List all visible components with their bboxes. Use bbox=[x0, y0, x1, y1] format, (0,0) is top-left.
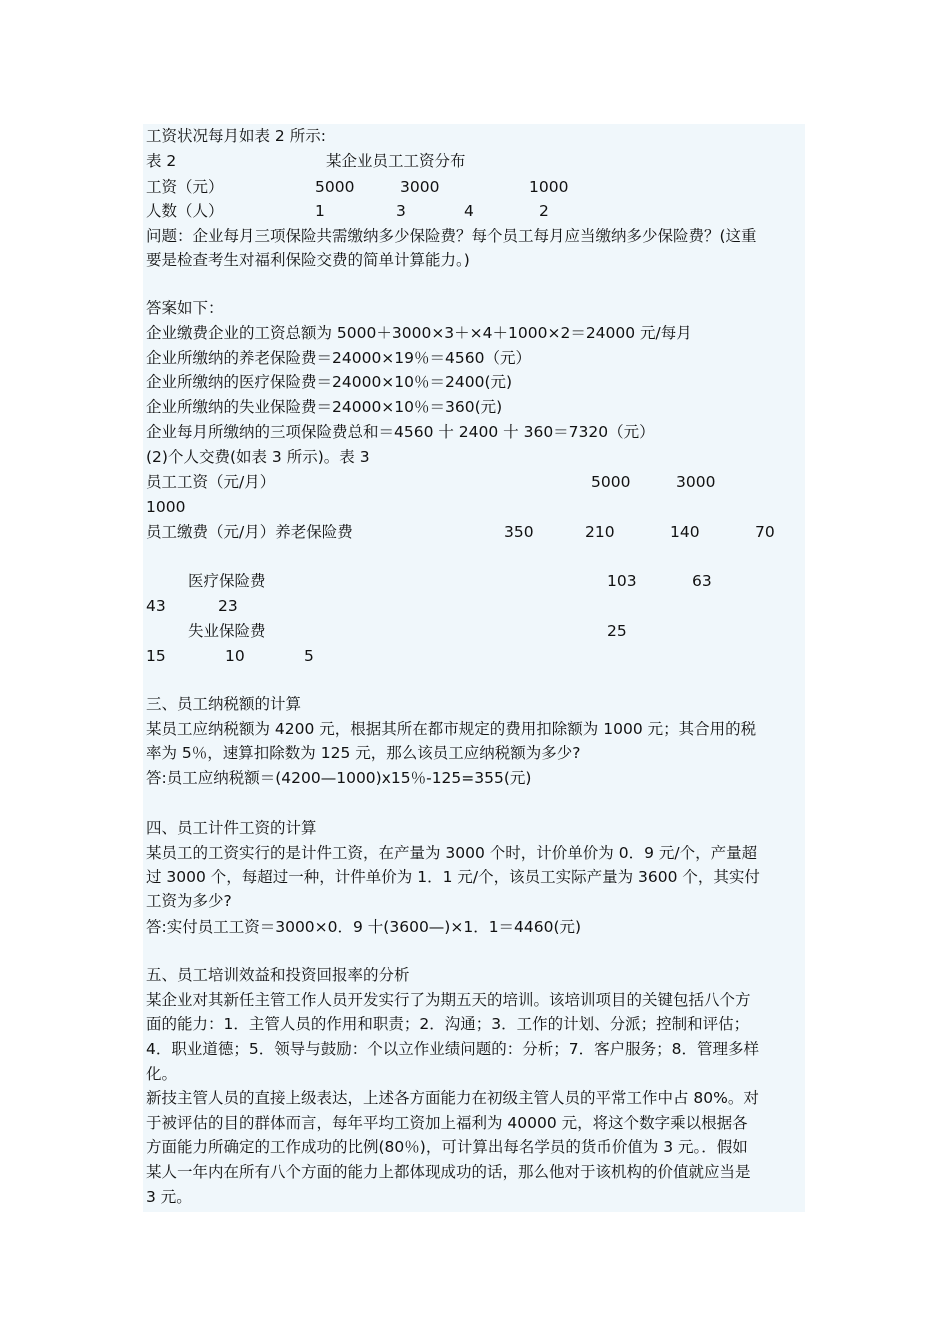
section3-line: 答:员工应纳税额＝(4200—1000)x15％-125=355(元) bbox=[146, 769, 532, 787]
section5-line: 于被评估的目的群体而言，每年平均工资加上福利为 40000 元，将这个数字乘以根据各 bbox=[146, 1114, 748, 1132]
table3-wage-cell: 5000 bbox=[591, 473, 631, 491]
answer-heading: 答案如下： bbox=[146, 299, 224, 317]
section5-line: 化。 bbox=[146, 1065, 178, 1083]
table3-unemployment-cell: 5 bbox=[304, 647, 314, 665]
table2-wage-cell: 1000 bbox=[529, 178, 569, 196]
answer-line: 企业缴费企业的工资总额为 5000＋3000×3＋×4＋1000×2＝24000 元/每月 bbox=[146, 324, 692, 342]
section3-line: 率为 5％，速算扣除数为 125 元，那么该员工应纳税额为多少? bbox=[146, 744, 581, 762]
table3-unemployment-cell: 25 bbox=[607, 622, 627, 640]
table3-wage-cell: 3000 bbox=[676, 473, 716, 491]
table3-medical-label: 医疗保险费 bbox=[188, 572, 266, 590]
table3-medical-cell: 63 bbox=[692, 572, 712, 590]
section3-line: 某员工应纳税额为 4200 元，根据其所在都市规定的费用扣除额为 1000 元；其合用的税 bbox=[146, 720, 757, 738]
table3-medical-cell: 103 bbox=[607, 572, 637, 590]
section4-line: 过 3000 个，每超过一种，计件单价为 1．1 元/个，该员工实际产量为 3600 个，其实付 bbox=[146, 868, 760, 886]
table3-medical-cell: 43 bbox=[146, 597, 166, 615]
table2-count-label: 人数（人） bbox=[146, 202, 224, 220]
intro-line: 工资状况每月如表 2 所示: bbox=[146, 127, 326, 145]
table3-wage-cell: 1000 bbox=[146, 498, 186, 516]
table2-count-cell: 1 bbox=[315, 202, 325, 220]
table3-unemployment-cell: 10 bbox=[225, 647, 245, 665]
section4-line: 工资为多少? bbox=[146, 892, 232, 910]
table2-wage-cell: 5000 bbox=[315, 178, 355, 196]
section4-line: 某员工的工资实行的是计件工资，在产量为 3000 个时，计价单价为 0．9 元/个，产量超 bbox=[146, 844, 758, 862]
section3-heading: 三、员工纳税额的计算 bbox=[146, 695, 302, 713]
table3-wage-label: 员工工资（元/月） bbox=[146, 473, 276, 491]
answer-line: 企业每月所缴纳的三项保险费总和＝4560 十 2400 十 360＝7320（元） bbox=[146, 423, 655, 441]
section4-heading: 四、员工计件工资的计算 bbox=[146, 819, 317, 837]
question-line: 问题：企业每月三项保险共需缴纳多少保险费？每个员工每月应当缴纳多少保险费？(这重 bbox=[146, 227, 757, 245]
question-line: 要是检查考生对福利保险交费的简单计算能力。) bbox=[146, 251, 470, 269]
table2-wage-cell: 3000 bbox=[400, 178, 440, 196]
table3-unemployment-cell: 15 bbox=[146, 647, 166, 665]
section5-line: 3 元。 bbox=[146, 1188, 192, 1206]
table2-label: 表 2 bbox=[146, 152, 177, 170]
table3-pension-cell: 70 bbox=[755, 523, 775, 541]
table3-medical-cell: 23 bbox=[218, 597, 238, 615]
table3-unemployment-label: 失业保险费 bbox=[188, 622, 266, 640]
answer-line: 企业所缴纳的失业保险费＝24000×10％＝360(元) bbox=[146, 398, 503, 416]
table3-pension-cell: 350 bbox=[504, 523, 534, 541]
answer-line: 企业所缴纳的医疗保险费＝24000×10％＝2400(元) bbox=[146, 373, 513, 391]
section5-line: 方面能力所确定的工作成功的比例(80％)，可计算出每名学员的货币价值为 3 元。．假如 bbox=[146, 1138, 748, 1156]
section4-line: 答:实付员工工资＝3000×0．9 十(3600—)×1．1＝4460(元) bbox=[146, 918, 582, 936]
table3-pension-label: 员工缴费（元/月）养老保险费 bbox=[146, 523, 353, 541]
answer-line: 企业所缴纳的养老保险费＝24000×19％＝4560（元） bbox=[146, 349, 531, 367]
section5-heading: 五、员工培训效益和投资回报率的分析 bbox=[146, 966, 410, 984]
table3-pension-cell: 210 bbox=[585, 523, 615, 541]
table3-pension-cell: 140 bbox=[670, 523, 700, 541]
table2-count-cell: 4 bbox=[464, 202, 474, 220]
section5-line: 某人一年内在所有八个方面的能力上都体现成功的话，那么他对于该机构的价值就应当是 bbox=[146, 1163, 751, 1181]
table2-count-cell: 3 bbox=[396, 202, 406, 220]
answer-line: (2)个人交费(如表 3 所示)。表 3 bbox=[146, 448, 370, 466]
section5-line: 面的能力：1．主管人员的作用和职责；2．沟通；3．工作的计划、分派；控制和评估； bbox=[146, 1015, 750, 1033]
table2-count-cell: 2 bbox=[539, 202, 549, 220]
table2-wage-label: 工资（元） bbox=[146, 178, 224, 196]
section5-line: 新技主管人员的直接上级表达，上述各方面能力在初级主管人员的平常工作中占 80%。对 bbox=[146, 1089, 759, 1107]
section5-line: 某企业对其新任主管工作人员开发实行了为期五天的培训。该培训项目的关键包括八个方 bbox=[146, 991, 751, 1009]
table2-title: 某企业员工工资分布 bbox=[326, 152, 466, 170]
section5-line: 4．职业道德；5．领导与鼓励：个以立作业绩问题的：分析；7．客户服务；8．管理多样 bbox=[146, 1040, 759, 1058]
